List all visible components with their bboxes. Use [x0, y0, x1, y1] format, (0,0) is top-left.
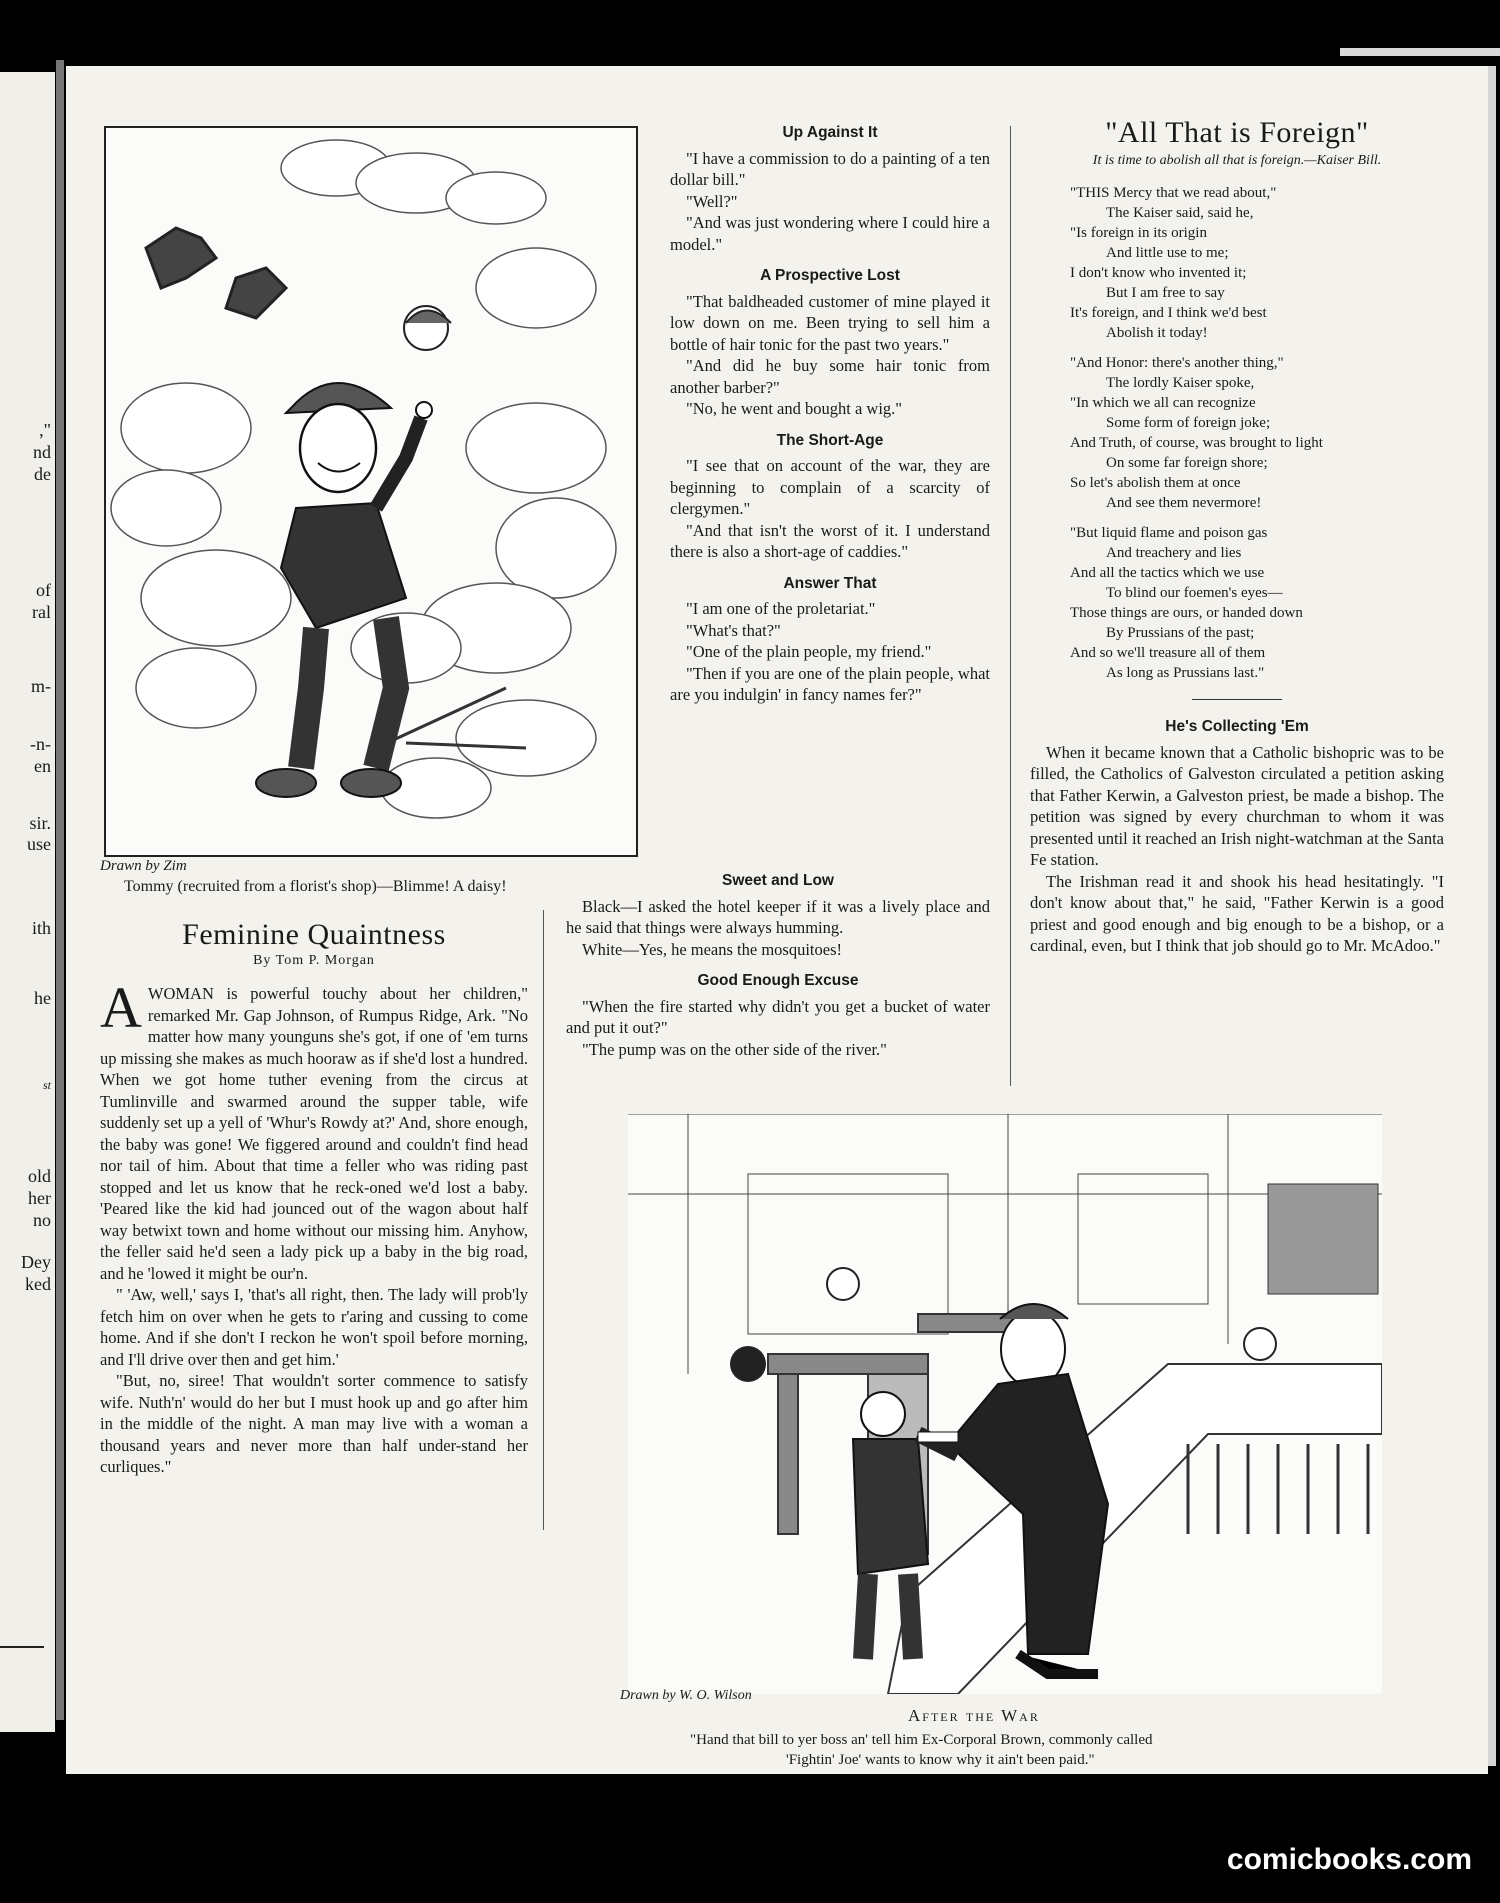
- verse-line: "Is foreign in its origin: [1070, 225, 1207, 241]
- verse-line: Those things are ours, or handed down: [1070, 605, 1303, 621]
- joke-line: "No, he went and bought a wig.": [686, 399, 903, 418]
- fragment: st: [42, 1078, 51, 1092]
- drop-cap: A: [100, 975, 142, 1040]
- joke-title: Sweet and Low: [722, 872, 834, 889]
- soldier-illustration: [106, 128, 636, 855]
- joke-line: "I see that on account of the war, they are beginning to complain of a scarcity of clergymen.": [670, 456, 990, 518]
- verse-line: The Kaiser said, said he,: [1106, 205, 1254, 221]
- verse-line: "In which we all can recognize: [1070, 395, 1256, 411]
- joke-line: "What's that?": [686, 620, 781, 640]
- verse-line: So let's abolish them at once: [1070, 475, 1241, 491]
- verse-line: And little use to me;: [1106, 245, 1229, 261]
- joke-title: Good Enough Excuse: [697, 972, 859, 989]
- joke-line: "And was just wondering where I could hire a model.": [670, 213, 990, 254]
- verse-line: And Truth, of course, was brought to light: [1070, 435, 1323, 451]
- verse-line: "But liquid flame and poison gas: [1070, 525, 1268, 541]
- verse-line: I don't know who invented it;: [1070, 265, 1247, 281]
- verse-line: And see them nevermore!: [1106, 495, 1262, 511]
- verse-line: But I am free to say: [1106, 285, 1225, 301]
- fragment: m-: [31, 676, 51, 696]
- verse-line: "THIS Mercy that we read about,": [1070, 185, 1277, 201]
- fragment: nd: [33, 442, 51, 462]
- joke-line: "One of the plain people, my friend.": [686, 642, 932, 661]
- cartoon-credit: Drawn by W. O. Wilson: [620, 1688, 752, 1703]
- fragment: sir.: [29, 813, 51, 833]
- verse-line: It's foreign, and I think we'd best: [1070, 305, 1267, 321]
- joke-line: "That baldheaded customer of mine played it low down on me. Been trying to sell him a bottle of hair tonic for the past two years.": [670, 291, 990, 354]
- foreign-poem: [1030, 116, 1444, 957]
- feminine-quaintness-article: [100, 918, 528, 1478]
- binding-gutter: [56, 60, 64, 1720]
- joke-line: Black—I asked the hotel keeper if it was a lively place and he said that things were always humming.: [566, 896, 990, 937]
- jokes-column-lower: [566, 870, 990, 1060]
- left-page-edge: [0, 72, 55, 1732]
- verse-line: And all the tactics which we use: [1070, 565, 1265, 581]
- fragment: ,": [39, 420, 51, 440]
- cartoon-title: After the War: [908, 1706, 1040, 1725]
- paragraph: WOMAN is powerful touchy about her children," remarked Mr. Gap Johnson, of Rumpus Ridge, Ark. "No matter how many younguns she's got, if one of 'em turns up missing she makes as much hooraw as if she'd lost a hundred. When we got home tuther evening from the circus at Tumlinville and swarmed around the supper table, wife suddenly set up a yell of 'Whur's Rowdy at?' And, shore enough, the baby was gone! We figgered around and couldn't find head nor tail of him. About that time a feller who was riding past stopped and let us know that he reck-oned we'd lost a baby. 'Peared like the kid had jounced out of the wagon about half way betwixt town and home without our missing him. Anyhow, the feller said he'd seen a lady pick up a baby in the big road, and he 'lowed it might be our'n.: [100, 984, 528, 1283]
- verse-line: And so we'll treasure all of them: [1070, 645, 1266, 661]
- paragraph: "But, no, siree! That wouldn't sorter commence to satisfy wife. Nuth'n' would do her but I must hook up and go after him in the middle of the night. A man may live with a woman a thousand years and never more than half under-stand her curliques.": [100, 1371, 528, 1476]
- fragment: en: [34, 756, 51, 776]
- article-title: Feminine Quaintness: [182, 918, 446, 951]
- jokes-column-upper: [670, 122, 990, 706]
- site-watermark: comicbooks.com: [1226, 1843, 1472, 1876]
- soldier-cartoon: [104, 126, 638, 857]
- joke-line: "I have a commission to do a painting of a ten dollar bill.": [670, 148, 990, 189]
- joke-line: White—Yes, he means the mosquitoes!: [582, 939, 842, 959]
- verse-line: Abolish it today!: [1106, 325, 1208, 341]
- paragraph: " 'Aw, well,' says I, 'that's all right, then. The lady will prob'ly fetch him on over when he gets to r'aring and cussing to come home. And if she don't I reckon he won't spoil before morning, and I'll drive over then and get him.': [100, 1285, 528, 1369]
- joke-title: Up Against It: [782, 124, 878, 141]
- verse-line: And treachery and lies: [1106, 545, 1242, 561]
- fragment: he: [34, 988, 51, 1008]
- fragment: ith: [31, 918, 51, 938]
- fragment: ral: [32, 602, 51, 622]
- verse-line: Some form of foreign joke;: [1106, 415, 1271, 431]
- verse-line: On some far foreign shore;: [1106, 455, 1268, 471]
- joke-line: "Well?": [686, 191, 738, 211]
- page-edge-stripe: [1340, 48, 1500, 56]
- fragment: Dey: [21, 1252, 51, 1272]
- joke-title: Answer That: [783, 574, 877, 592]
- verse-line: To blind our foemen's eyes—: [1106, 585, 1283, 601]
- column-rule: [543, 910, 544, 1530]
- verse-line: As long as Prussians last.": [1106, 665, 1265, 681]
- fragment: no: [33, 1210, 51, 1230]
- paragraph: The Irishman read it and shook his head hesitatingly. "I don't know about that," he said, "Father Kerwin is a good priest and good enough and big enough to be a bishop, or a cardinal, even, but I think that job should go to Mr. McAdoo.": [1030, 871, 1444, 955]
- office-cartoon: [628, 1114, 1382, 1694]
- verse-line: The lordly Kaiser spoke,: [1106, 375, 1255, 391]
- joke-line: "The pump was on the other side of the river.": [582, 1039, 887, 1059]
- office-illustration: [628, 1114, 1382, 1694]
- verse-line: "And Honor: there's another thing,": [1070, 355, 1284, 371]
- cartoon-caption: Tommy (recruited from a florist's shop)—Blimme! A daisy!: [124, 878, 507, 895]
- cartoon-caption: "Hand that bill to yer boss an' tell him Ex-Corporal Brown, commonly called: [690, 1732, 1153, 1748]
- fragment: use: [27, 834, 51, 854]
- page-edge-right: [1488, 66, 1496, 1766]
- paragraph: When it became known that a Catholic bishopric was to be filled, the Catholics of Galveston circulated a petition asking that Father Kerwin, a Galveston priest, be made a bishop. The petition was signed by every churchman to whom it was presented until it reached an Irish night-watchman at the Santa Fe station.: [1030, 742, 1444, 869]
- joke-line: "I am one of the proletariat.": [686, 599, 876, 618]
- article-title: He's Collecting 'Em: [1165, 718, 1309, 735]
- article-byline: By Tom P. Morgan: [253, 952, 375, 968]
- cartoon-credit: Drawn by Zim: [100, 858, 187, 874]
- poem-title: "All That is Foreign": [1105, 116, 1369, 149]
- joke-line: "And did he buy some hair tonic from another barber?": [670, 356, 990, 397]
- joke-line: "And that isn't the worst of it. I understand there is also a short-age of caddies.": [670, 520, 990, 561]
- cartoon-caption: 'Fightin' Joe' wants to know why it ain't been paid.": [786, 1752, 1095, 1768]
- joke-title: The Short-Age: [776, 431, 884, 449]
- column-rule: [1010, 126, 1011, 1086]
- joke-line: "Then if you are one of the plain people, what are you indulgin' in fancy names fer?": [670, 663, 990, 704]
- fragment: de: [34, 464, 51, 484]
- section-divider: [1192, 699, 1282, 700]
- joke-title: A Prospective Lost: [760, 267, 900, 284]
- left-rule: [0, 1646, 44, 1648]
- poem-epigraph: It is time to abolish all that is foreign.—Kaiser Bill.: [1092, 152, 1382, 168]
- fragment: her: [28, 1188, 51, 1208]
- fragment: -n-: [30, 734, 51, 754]
- poem-body: [1030, 183, 1444, 683]
- joke-line: "When the fire started why didn't you get a bucket of water and put it out?": [566, 996, 990, 1037]
- verse-line: By Prussians of the past;: [1106, 625, 1255, 641]
- fragment: old: [27, 1166, 51, 1186]
- fragment: of: [36, 580, 51, 600]
- fragment: ked: [25, 1274, 51, 1294]
